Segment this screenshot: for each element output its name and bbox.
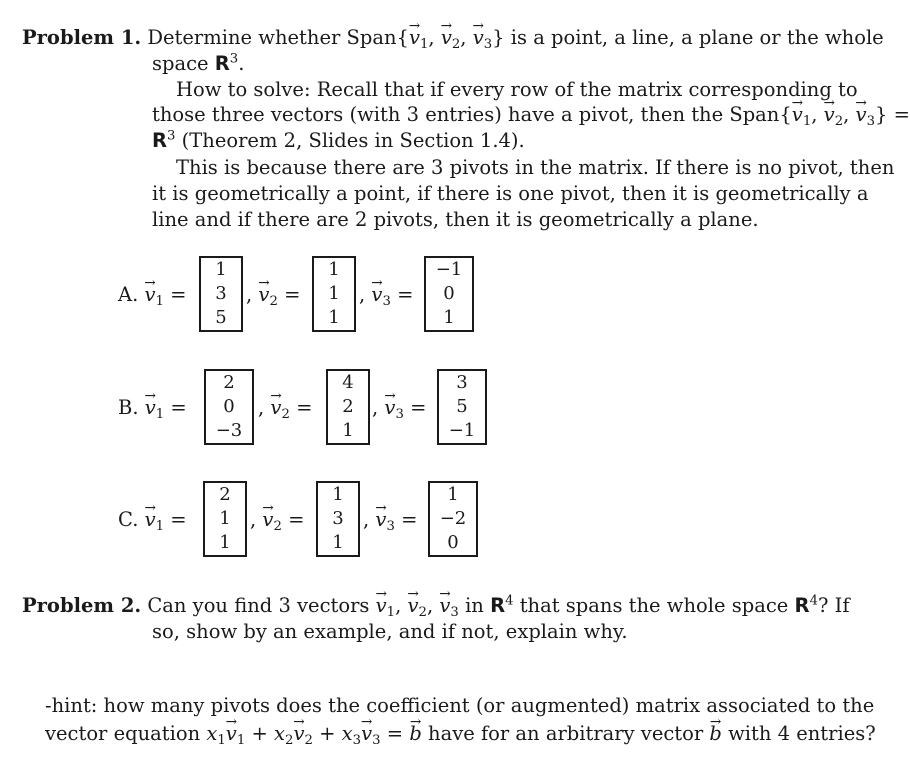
matrix-entry: 5 xyxy=(215,307,227,328)
problem-1-lead: Determine whether Span{ xyxy=(147,26,409,49)
v3-symbol: → v xyxy=(473,26,484,49)
howto-line2-tail: } = xyxy=(875,103,910,126)
matrix-entry: 4 xyxy=(342,372,354,393)
problem-2-text: Problem 2. Can you find 3 vectors → $v_1$, → $v_2$, → $v_3$ in $R^4$ that spans the whole space $R^4$? If xyxy=(22,594,850,617)
para-line1: This is because there are 3 pivots in the matrix. If there is no pivot, then xyxy=(176,156,895,179)
matrix-entry: 1 xyxy=(447,484,459,505)
option-a-v3-matrix xyxy=(424,256,474,332)
space-word: space xyxy=(152,52,209,75)
problem-1-line2: space $R^3$. xyxy=(152,51,245,75)
option-c-v2-label: , → $v_2$ = xyxy=(250,508,304,531)
option-c-v3-label: , → $v_3$ = xyxy=(363,508,417,531)
matrix-entry: 1 xyxy=(342,420,354,441)
reals-exponent-2: 3 xyxy=(167,128,176,144)
matrix-entry: 1 xyxy=(443,307,455,328)
hint-line2a: vector equation xyxy=(45,722,201,745)
matrix-entry: 0 xyxy=(447,532,459,553)
matrix-entry: 1 xyxy=(219,508,231,529)
reals-exponent-4: 4 xyxy=(809,593,818,609)
reals-symbol: R xyxy=(214,52,230,75)
theorem-reference: (Theorem 2, Slides in Section 1.4). xyxy=(181,129,525,152)
matrix-entry: 1 xyxy=(328,283,340,304)
problem-2-line2: so, show by an example, and if not, explain why. xyxy=(152,620,628,643)
option-c-v2-matrix xyxy=(316,481,360,557)
hint-line1: -hint: how many pivots does the coefficient (or augmented) matrix associated to the xyxy=(45,694,875,717)
v2-symbol: → v xyxy=(441,26,452,49)
matrix-entry: −3 xyxy=(215,420,243,441)
matrix-entry: 3 xyxy=(215,283,227,304)
howto-line2-text: those three vectors (with 3 entries) have a pivot, then the Span{ xyxy=(152,103,792,126)
v1-symbol: → v xyxy=(409,26,420,49)
matrix-entry: 1 xyxy=(332,484,344,505)
matrix-entry: 2 xyxy=(223,372,235,393)
option-b-v2-label: , → $v_2$ = xyxy=(258,396,312,419)
option-a-v2-matrix xyxy=(312,256,356,332)
reals-symbol-2: R xyxy=(152,129,168,152)
hint-line2: vector equation $x_1\to v_1 + x_2\to v_2 + x_3\to v_3$ = → b have for an arbitrary vector → b with 4 entries? xyxy=(45,722,876,745)
para-line2: it is geometrically a point, if there is one pivot, then it is geometrically a xyxy=(152,182,869,205)
matrix-entry: 2 xyxy=(342,396,354,417)
reals-exponent: 3 xyxy=(229,51,239,67)
option-c-v3-matrix xyxy=(428,481,478,557)
problem-1-label: Problem 1. xyxy=(22,26,142,49)
howto-line3 xyxy=(152,129,525,152)
matrix-entry: 0 xyxy=(223,396,235,417)
option-c-v1-matrix xyxy=(203,481,247,557)
matrix-entry: −1 xyxy=(435,259,463,280)
matrix-entry: 1 xyxy=(219,532,231,553)
para-line3: line and if there are 2 pivots, then it is geometrically a plane. xyxy=(152,208,759,231)
hint-line2c: with 4 entries? xyxy=(728,722,876,745)
option-b-v3-label: , → $v_3$ = xyxy=(372,396,426,419)
matrix-entry: 1 xyxy=(328,259,340,280)
matrix-entry: 1 xyxy=(328,307,340,328)
problem-2-text-c: that spans the whole space xyxy=(519,594,789,617)
option-b-label: B. → $v_1$ = xyxy=(118,396,187,419)
option-a-label: A. → $v_1$ = xyxy=(118,283,187,306)
howto-line2: those three vectors (with 3 entries) have a pivot, then the Span{→ $v_1$, → $v_2$, → $v_3$} = xyxy=(152,103,910,126)
matrix-entry: 3 xyxy=(456,372,468,393)
reals-exponent-3: 4 xyxy=(505,593,514,609)
matrix-entry: 1 xyxy=(215,259,227,280)
matrix-entry: 5 xyxy=(456,396,468,417)
option-b-v1-matrix xyxy=(204,369,254,445)
reals-symbol-3: R xyxy=(490,594,506,617)
option-c-label: C. → $v_1$ = xyxy=(118,508,187,531)
matrix-entry: 2 xyxy=(219,484,231,505)
option-b-v3-matrix xyxy=(437,369,487,445)
matrix-entry: 1 xyxy=(332,532,344,553)
matrix-entry: −1 xyxy=(448,420,476,441)
matrix-entry: 0 xyxy=(443,283,455,304)
matrix-entry: −2 xyxy=(439,508,467,529)
hint-line2b: have for an arbitrary vector xyxy=(428,722,704,745)
option-a-v1-matrix xyxy=(199,256,243,332)
problem-2-text-a: Can you find 3 vectors xyxy=(147,594,370,617)
reals-symbol-4: R xyxy=(794,594,810,617)
problem-2-text-b: in xyxy=(465,594,484,617)
option-a-v2-label: , → $v_2$ = xyxy=(246,283,300,306)
matrix-entry: 3 xyxy=(332,508,344,529)
problem-1-text: Problem 1. Determine whether Span{→ $v_1$, → $v_2$, → $v_3$} is a point, a line, a plane or the whole xyxy=(22,26,884,49)
howto-line1: How to solve: Recall that if every row of the matrix corresponding to xyxy=(176,78,858,101)
option-b-v2-matrix xyxy=(326,369,370,445)
problem-2-text-d: ? If xyxy=(818,594,850,617)
problem-1-lead-tail: } is a point, a line, a plane or the whole xyxy=(492,26,884,49)
option-a-v3-label: , → $v_3$ = xyxy=(359,283,413,306)
problem-2-label: Problem 2. xyxy=(22,594,142,617)
